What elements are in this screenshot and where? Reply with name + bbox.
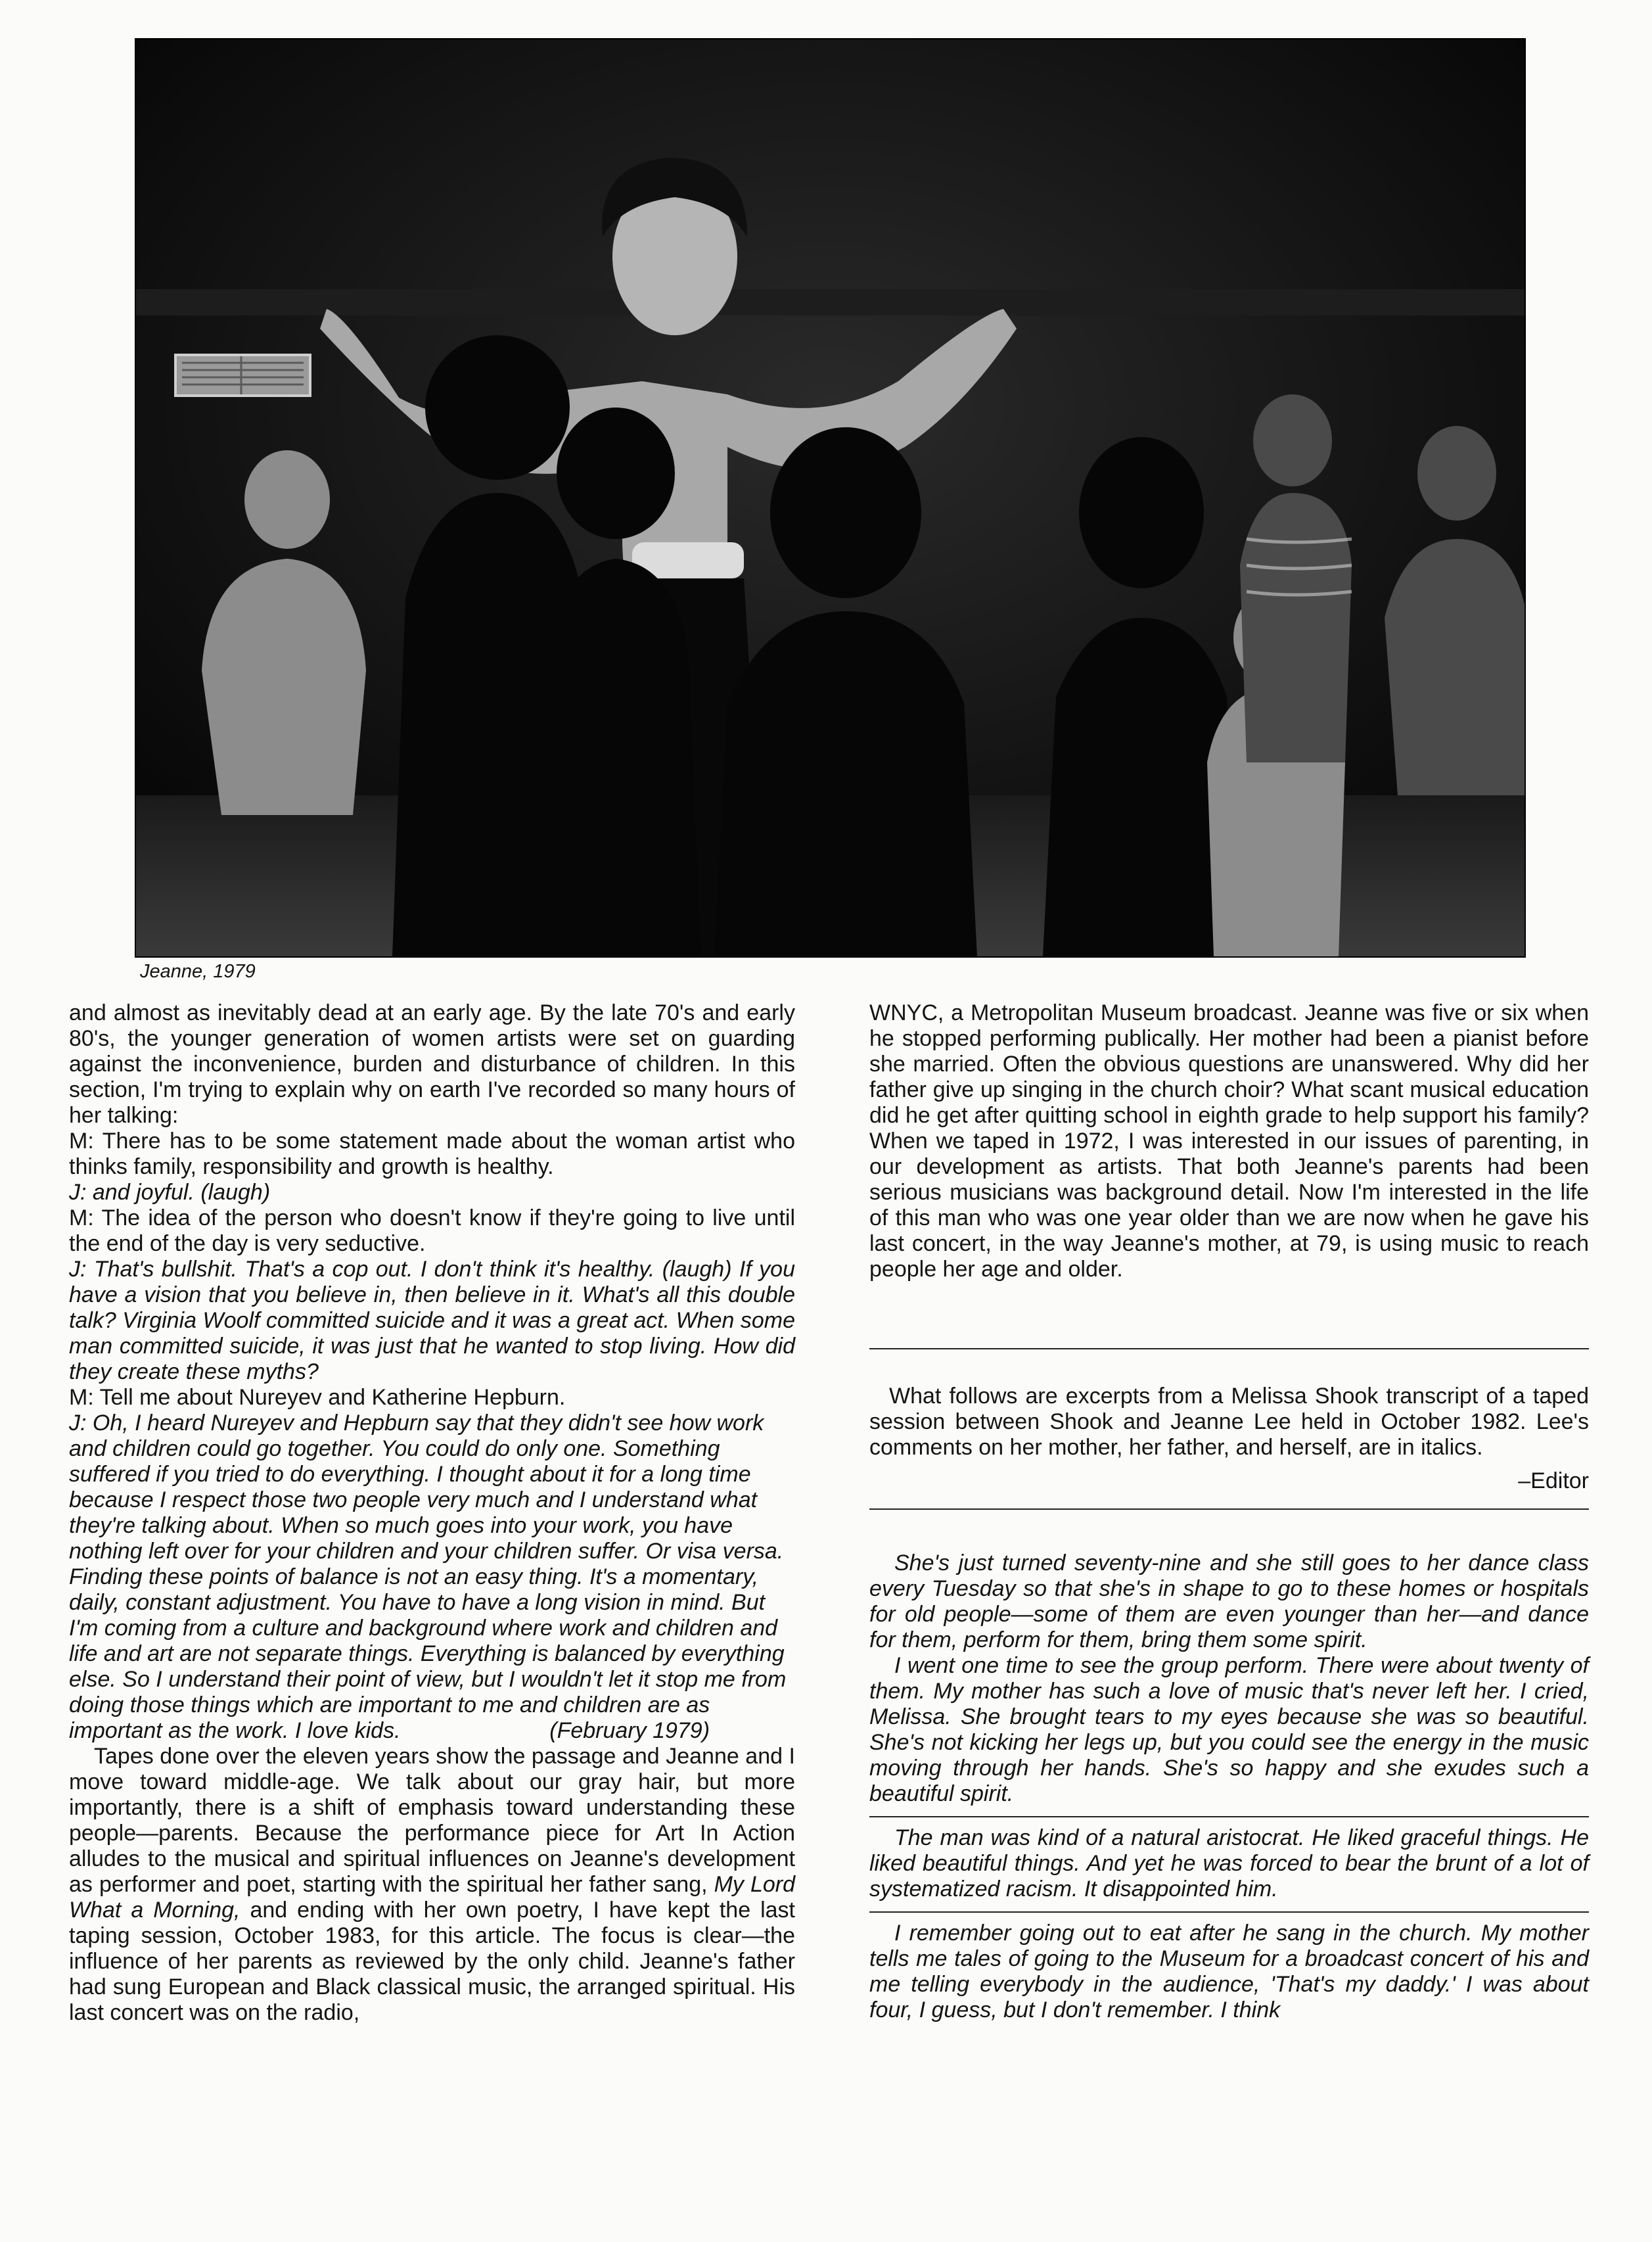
photo-caption: Jeanne, 1979 xyxy=(140,961,256,982)
interview-m: M: The idea of the person who doesn't know if they're going to live until the end of the day is very seductive. xyxy=(69,1205,795,1256)
paragraph-text: Tapes done over the eleven years show the passage and Jeanne and I move toward middle-age. We talk about our gray hair, but more importantly, there is a shift of emphasis toward understanding these people—parents. Because the performance piece for Art In Action alludes to the musical and spiritual influences on Jeanne's development as performer and poet, starting with the spiritual her father sang, xyxy=(69,1744,795,1897)
right-column xyxy=(869,1000,1589,2023)
left-column xyxy=(69,1000,795,2026)
editor-signature: –Editor xyxy=(1518,1468,1589,1493)
interview-j: J: That's bullshit. That's a cop out. I don't think it's healthy. (laugh) If you have a vision that you believe in, then believe in it. What's all this double talk? Virginia Woolf committed suicide and it was a great act. When some man committed suicide, it was just that he wanted to stop living. How did they create these myths? xyxy=(69,1257,795,1384)
interview-j xyxy=(69,1411,795,1744)
divider xyxy=(869,1348,1589,1349)
paragraph-text: and ending with her own poetry, I have kept the last taping session, October 1983, for this article. The focus is clear—the influence of her parents as reviewed by the only child. Jeanne's father had sung European and Black classical music, the arranged spiritual. His last concert was on the radio, xyxy=(69,1898,795,2025)
quote: The man was kind of a natural aristocrat. He liked graceful things. He liked beautiful things. And yet he was forced to bear the brunt of a lot of systematized racism. It disappointed him. xyxy=(869,1825,1589,1902)
quote: I remember going out to eat after he sang in the church. My mother tells me tales of going to the Museum for a broadcast concert of his and me telling everybody in the audience, 'That's my daddy.' I was about four, I guess, but I don't remember. I think xyxy=(869,1921,1589,2022)
song-title: My Lord What a Morning, xyxy=(69,1872,795,1923)
interview-j: J: and joyful. (laugh) xyxy=(69,1180,271,1205)
interview-j-text: J: Oh, I heard Nureyev and Hepburn say that they didn't see how work and children could go together. You could do only one. Something suffered if you tried to do everything. I thought about it for a long time because I respect those two people very much and I understand what they're talking about. When so much goes into your work, you have nothing left over for your children and your children suffer. Or visa versa. Finding these points of balance is not an easy thing. It's a momentary, daily, constant adjustment. You have to have a long vision in mind. But I'm coming from a culture and background where work and children and life and art are not separate things. Everything is balanced by everything else. So I understand their point of view, but I wouldn't let it stop me from doing those things which are important to me and children are as important as the work. I love kids. xyxy=(69,1411,787,1743)
photo-illustration xyxy=(136,39,1525,956)
paragraph: WNYC, a Metropolitan Museum broadcast. Jeanne was five or six when he stopped performing publically. Her mother had been a pianist before she married. Often the obvious questions are unanswered. Why did her father give up singing in the church choir? What scant musical education did he get after quitting school in eighth grade to help support his family? When we taped in 1972, I was interested in our issues of parenting, in our development as artists. That both Jeanne's parents had been serious musicians was background detail. Now I'm interested in the life of this man who was one year older than we are now when he gave his last concert, in the way Jeanne's mother, at 79, is using music to reach people her age and older. xyxy=(869,1000,1589,1282)
interview-m: M: Tell me about Nureyev and Katherine Hepburn. xyxy=(69,1385,566,1410)
divider xyxy=(869,1508,1589,1510)
interview-date: (February 1979) xyxy=(549,1718,710,1743)
paragraph xyxy=(69,1744,795,2026)
quote: She's just turned seventy-nine and she still goes to her dance class every Tuesday so that she's in shape to go to these homes or hospitals for old people—some of them are even younger than her—and dance for them, perform for them, bring them some spirit. xyxy=(869,1551,1589,1652)
divider xyxy=(869,1816,1589,1817)
paragraph: and almost as inevitably dead at an early age. By the late 70's and early 80's, the younger generation of women artists were set on guarding against the inconvenience, burden and disturbance of children. In this section, I'm trying to explain why on earth I've recorded so many hours of her talking: xyxy=(69,1000,795,1128)
editor-note: What follows are excerpts from a Melissa Shook transcript of a taped session between Shook and Jeanne Lee held in October 1982. Lee's comments on her mother, her father, and herself, are in italics. xyxy=(869,1384,1589,1460)
photo xyxy=(135,38,1526,958)
divider xyxy=(869,1911,1589,1913)
interview-m: M: There has to be some statement made about the woman artist who thinks family, responsibility and growth is healthy. xyxy=(69,1129,795,1179)
quote: I went one time to see the group perform. There were about twenty of them. My mother has such a love of music that's never left her. I cried, Melissa. She brought tears to my eyes because she was so beautiful. She's not kicking her legs up, but you could see the energy in the music moving through her hands. She's so happy and she exudes such a beautiful spirit. xyxy=(869,1653,1589,1806)
